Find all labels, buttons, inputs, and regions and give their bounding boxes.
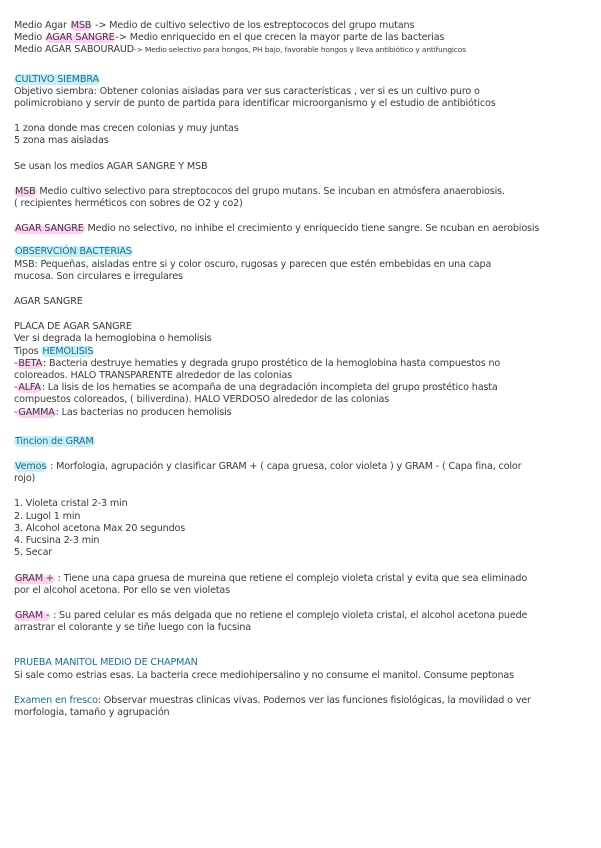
highlight-gamma: GAMMA (18, 406, 55, 418)
highlight-examen-fresco: Examen en fresco (14, 694, 98, 706)
paragraph-line: mucosa. Son circulares e irregulares (14, 270, 183, 282)
text: : Su pared celular es más delgada que no retiene el complejo violeta cristal, el alcohol acetona puede (50, 609, 528, 621)
heading-manitol (14, 657, 591, 669)
line-agar-sangre-intro (14, 32, 591, 44)
highlight-gram-positive: GRAM + (15, 572, 54, 584)
highlight-agar-sangre: AGAR SANGRE (15, 223, 84, 235)
paragraph-line: PLACA DE AGAR SANGRE (14, 321, 132, 333)
text: -> Medio de cultivo selectivo de los estreptococos del grupo mutans (92, 20, 415, 31)
line-beta (14, 358, 591, 370)
line-alfa (14, 382, 591, 394)
text: Medio no selectivo, no inhibe el crecimiento y enriquecido tiene sangre. Se ncuban en aerobiosis (84, 223, 540, 235)
text: : Tiene una capa gruesa de mureina que retiene el complejo violeta cristal y evita que sea eliminado (54, 572, 528, 584)
paragraph-line: rojo) (14, 473, 36, 485)
heading-observacion (14, 246, 591, 258)
text: - (14, 406, 18, 418)
text: Medio Agar (14, 20, 70, 31)
highlight-alfa: ALFA (18, 382, 41, 394)
paragraph-line: coloreados. HALO TRANSPARENTE alrededor de las colonias (14, 370, 293, 382)
text: - (14, 357, 18, 369)
highlight-vemos: Vemos (15, 461, 47, 473)
heading-text: PRUEBA MANITOL MEDIO DE CHAPMAN (14, 657, 198, 669)
text: : Morfologia, agrupación y clasificar GRAM + ( capa gruesa, color violeta ) y GRAM - ( Capa fina, color (47, 461, 522, 473)
step-item: 4. Fucsina 2-3 min (14, 535, 100, 547)
text: : La lisis de los hematies se acompaña de una degradación incompleta del grupo prostético hasta (41, 382, 498, 394)
text: : Bacteria destruye hematies y degrada grupo prostético de la hemoglobina hasta compuestos no (43, 357, 501, 369)
step-item: 3. Alcohol acetona Max 20 segundos (14, 522, 186, 534)
paragraph-line: AGAR SANGRE (14, 296, 83, 308)
paragraph-line: Objetivo siembra: Obtener colonias aisladas para ver sus características , ver si es un cultivo puro o (14, 85, 480, 97)
paragraph-line: morfologia, tamaño y agrupación (14, 706, 170, 718)
line-gram-positive (14, 573, 591, 585)
heading-tincion-gram (14, 436, 591, 448)
line-sabouraud-intro (14, 44, 591, 56)
heading-cultivo-siembra (14, 74, 591, 86)
heading-text: OBSERVCIÓN BACTERIAS (15, 246, 132, 258)
paragraph-line: 1 zona donde mas crecen colonias y muy juntas (14, 123, 239, 135)
step-item: 5. Secar (14, 547, 53, 559)
highlight-agar-sangre: AGAR SANGRE (45, 32, 115, 44)
line-tipos-hemolisis (14, 346, 591, 358)
text: Tipos (14, 345, 42, 357)
text: Medio cultivo selectivo para streptococos del grupo mutans. Se incuban en atmósfera anaerobiosis. (36, 185, 505, 197)
paragraph-line: Se usan los medios AGAR SANGRE Y MSB (14, 160, 208, 172)
paragraph-line: Ver si degrada la hemoglobina o hemolisis (14, 333, 212, 345)
paragraph-line: MSB: Pequeñas, aisladas entre si y color oscuro, rugosas y parecen que estén embebidas en una capa (14, 258, 492, 270)
paragraph-line: por el alcohol acetona. Por ello se ven violetas (14, 584, 231, 596)
paragraph-line: Si sale como estrias esas. La bacteria crece mediohipersalino y no consume el manitol. Consume peptonas (14, 669, 514, 681)
paragraph-line: polimicrobiano y servir de punto de partida para identificar microorganismo y el estudio de antibióticos (14, 98, 496, 110)
step-item: 1. Violeta cristal 2-3 min (14, 498, 128, 510)
paragraph-line: compuestos coloreados, ( biliverdina). HALO VERDOSO alrededor de las colonias (14, 394, 390, 406)
text: Medio AGAR SABOURAUD (14, 44, 135, 56)
highlight-msb: MSB (70, 20, 92, 31)
highlight-msb: MSB (15, 185, 36, 197)
step-item: 2. Lugol 1 min (14, 510, 81, 522)
paragraph-line: 5 zona mas aisladas (14, 135, 109, 147)
small-text: -> Medio selectivo para hongos, PH bajo, favorable hongos y lleva antibiótico y antifungicos (134, 45, 467, 55)
text: : Las bacterias no producen hemolisis (55, 406, 232, 418)
line-msb (14, 186, 591, 198)
paragraph-line: ( recipientes herméticos con sobres de O2 y co2) (14, 198, 243, 210)
heading-text: Tincion de GRAM (15, 435, 94, 447)
heading-text: CULTIVO SIEMBRA (15, 73, 99, 85)
line-agar-sangre (14, 223, 591, 235)
paragraph-line: arrastrar el colorante y se tiñe luego con la fucsina (14, 622, 252, 634)
line-gram-negative (14, 610, 591, 622)
text: : Observar muestras clinicas vivas. Podemos ver las funciones fisiológicas, la movilidad o ver (97, 694, 531, 706)
text: Medio (14, 32, 45, 44)
text: -> Medio enriquecido en el que crecen la mayor parte de las bacterias (115, 32, 445, 44)
line-vemos (14, 461, 591, 473)
line-msb-intro (14, 20, 591, 32)
line-gamma (14, 407, 591, 419)
text: - (14, 382, 18, 394)
highlight-hemolisis: HEMOLISIS (42, 345, 94, 357)
highlight-beta: BETA (18, 357, 43, 369)
line-examen-fresco (14, 695, 591, 707)
highlight-gram-negative: GRAM - (15, 609, 50, 621)
